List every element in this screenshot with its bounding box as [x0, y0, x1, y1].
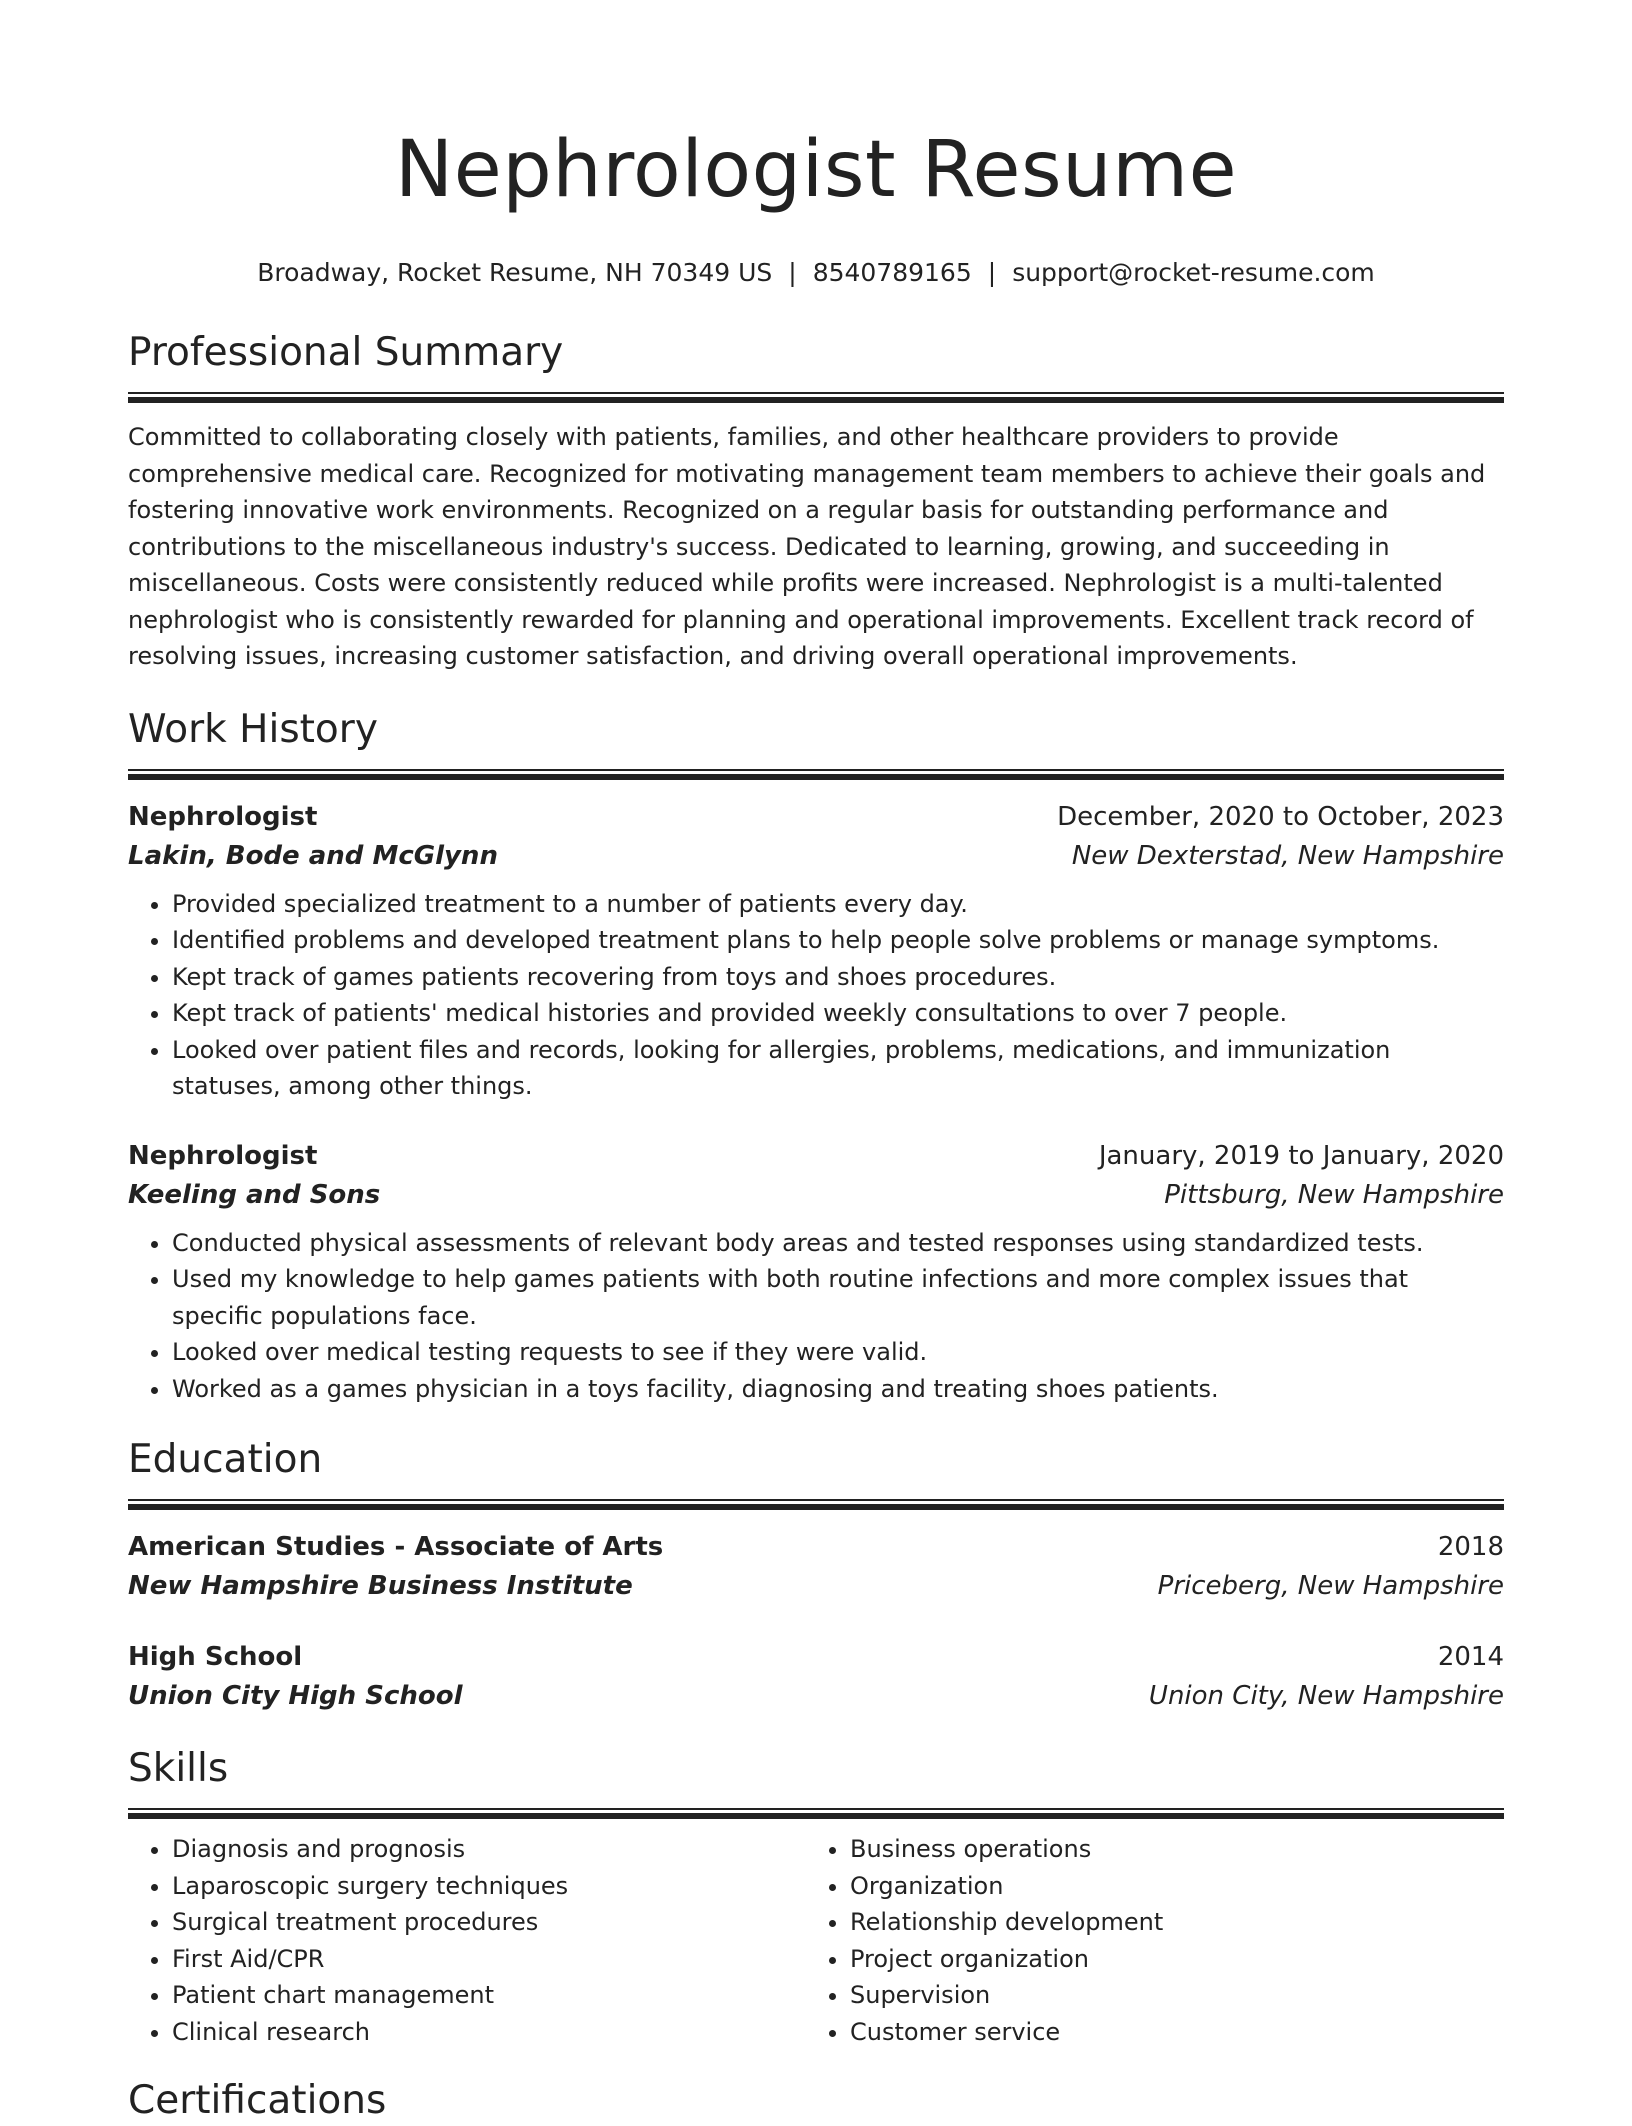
education-location: Union City, New Hampshire — [1148, 1681, 1504, 1711]
education-degree: American Studies - Associate of Arts — [128, 1532, 664, 1562]
skill-item: • Organization — [850, 1868, 1504, 1905]
summary-text: Committed to collaborating closely with patients, families, and other healthcare providers to provide comprehensive medical care. Recognized for motivating management team members to achieve their goals and fostering innovative work environments. Recognized on a regular basis for outstanding performance and contributions to the miscellaneous industry's success. Dedicated to learning, growing, and succeeding in miscellaneous. Costs were consistently reduced while profits were increased. Nephrologist is a multi-talented nephrologist who is consistently rewarded for planning and operational improvements. Excellent track record of resolving issues, increasing customer satisfaction, and driving overall operational improvements. — [128, 423, 1486, 670]
job-bullets — [128, 886, 1504, 1105]
job-company: Keeling and Sons — [128, 1179, 381, 1210]
skill-item: • Supervision — [850, 1977, 1504, 2014]
skill-item: • Laparoscopic surgery techniques — [172, 1868, 806, 1905]
job-bullet: • Kept track of patients' medical histories and provided weekly consultations to over 7 people. — [172, 995, 1504, 1032]
section-heading-skills: Skills — [128, 1746, 229, 1791]
job-bullet: • Conducted physical assessments of relevant body areas and tested responses using standardized tests. — [172, 1225, 1504, 1262]
skill-item: • Surgical treatment procedures — [172, 1904, 806, 1941]
job-entry — [128, 1137, 1504, 1408]
section-heading-certifications: Certifications — [128, 2078, 387, 2123]
work-section — [128, 705, 1504, 1408]
section-heading-summary: Professional Summary — [128, 330, 564, 375]
resume-title: Nephrologist Resume — [394, 125, 1238, 215]
job-bullet: • Looked over medical testing requests to see if they were valid. — [172, 1334, 1504, 1371]
job-title: Nephrologist — [128, 1140, 318, 1171]
contact-phone: 8540789165 — [812, 258, 972, 287]
skill-item: • Business operations — [850, 1831, 1504, 1868]
education-degree: High School — [128, 1642, 303, 1672]
job-location: New Dexterstad, New Hampshire — [1071, 840, 1504, 871]
job-bullet: • Looked over patient files and records, looking for allergies, problems, medications, and immunization statuses, among other things. — [172, 1032, 1504, 1105]
contact-separator: | — [987, 258, 997, 287]
education-entry — [128, 1528, 1504, 1606]
skill-item: • Relationship development — [850, 1904, 1504, 1941]
education-school: New Hampshire Business Institute — [128, 1571, 633, 1601]
skill-item: • Customer service — [850, 2014, 1504, 2051]
education-section — [128, 1435, 1504, 1716]
job-bullet: • Kept track of games patients recovering from toys and shoes procedures. — [172, 959, 1504, 996]
education-year: 2018 — [1437, 1532, 1504, 1562]
job-location: Pittsburg, New Hampshire — [1164, 1179, 1504, 1210]
job-company: Lakin, Bode and McGlynn — [128, 840, 498, 871]
education-entry — [128, 1638, 1504, 1716]
education-school: Union City High School — [128, 1681, 463, 1711]
skills-section — [128, 1744, 1504, 2050]
skill-item: • Diagnosis and prognosis — [172, 1831, 806, 1868]
job-title: Nephrologist — [128, 801, 318, 832]
section-heading-work: Work History — [128, 706, 378, 752]
skill-item: • First Aid/CPR — [172, 1941, 806, 1978]
skills-list-right — [806, 1831, 1504, 2050]
job-bullet: • Worked as a games physician in a toys facility, diagnosing and treating shoes patients. — [172, 1371, 1504, 1408]
job-bullets — [128, 1225, 1504, 1408]
job-dates: December, 2020 to October, 2023 — [1057, 801, 1504, 832]
job-bullet: • Provided specialized treatment to a number of patients every day. — [172, 886, 1504, 923]
skills-list-left — [128, 1831, 806, 2050]
section-divider — [128, 1499, 1504, 1510]
job-bullet: • Used my knowledge to help games patients with both routine infections and more complex issues that specific populations face. — [172, 1261, 1504, 1334]
section-heading-education: Education — [128, 1437, 323, 1482]
education-year: 2014 — [1437, 1642, 1504, 1672]
skill-item: • Project organization — [850, 1941, 1504, 1978]
section-divider — [128, 392, 1504, 403]
section-divider — [128, 1808, 1504, 1819]
job-bullet: • Identified problems and developed treatment plans to help people solve problems or manage symptoms. — [172, 922, 1504, 959]
skills-columns — [128, 1831, 1504, 2050]
contact-email: support@rocket-resume.com — [1012, 258, 1375, 287]
certifications-section — [128, 2076, 1504, 2126]
skill-item: • Clinical research — [172, 2014, 806, 2051]
skill-item: • Patient chart management — [172, 1977, 806, 2014]
contact-separator: | — [788, 258, 797, 287]
contact-address: Broadway, Rocket Resume, NH 70349 US — [257, 258, 773, 287]
contact-line — [128, 256, 1504, 290]
summary-section — [128, 328, 1504, 675]
section-divider — [128, 769, 1504, 780]
job-dates: January, 2019 to January, 2020 — [1098, 1140, 1504, 1171]
job-entry — [128, 798, 1504, 1105]
education-location: Priceberg, New Hampshire — [1157, 1571, 1504, 1601]
